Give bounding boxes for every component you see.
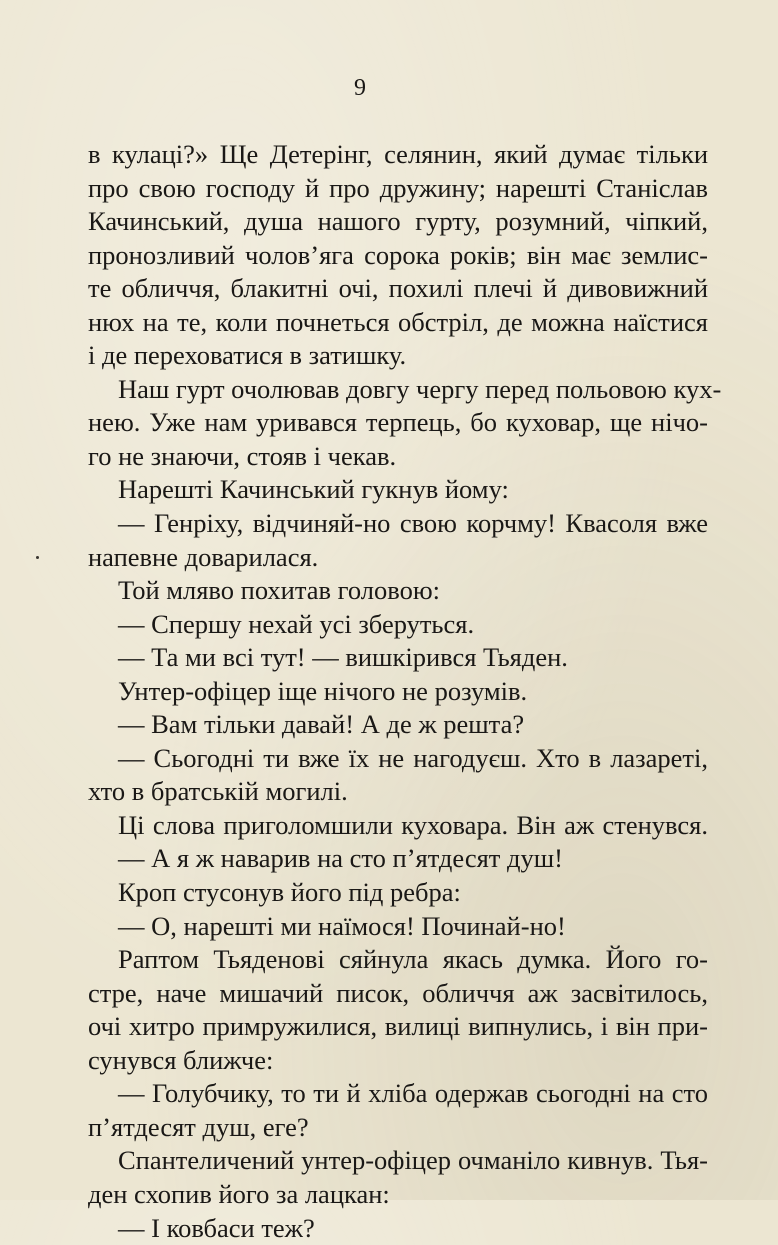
text-line: — Голубчику, то ти й хліба одержав сьогодні на сто [88, 1077, 708, 1111]
text-line: стре, наче мишачий писок, обличчя аж засвітилось, [88, 977, 708, 1011]
page-number: 9 [0, 74, 720, 102]
text-line: — Генріху, відчиняй-но свою корчму! Квасоля вже [88, 507, 708, 541]
text-line: Ці слова приголомшили куховара. Він аж стенувся. [88, 809, 708, 843]
text-line: ден схопив його за лацкан: [88, 1178, 708, 1212]
text-line: — Спершу нехай усі зберуться. [88, 608, 708, 642]
text-line: і де переховатися в затишку. [88, 339, 708, 373]
text-line: те обличчя, блакитні очі, похилі плечі й дивовижний [88, 272, 708, 306]
text-line: — А я ж наварив на сто п’ятдесят душ! [88, 842, 708, 876]
text-line: Наш гурт очолював довгу чергу перед польовою кух- [88, 373, 708, 407]
text-line: нюх на те, коли почнеться обстріл, де можна наїстися [88, 306, 708, 340]
text-line: Качинський, душа нашого гурту, розумний, чіпкий, [88, 205, 708, 239]
text-line: в кулаці?» Ще Детерінг, селянин, який думає тільки [88, 138, 708, 172]
text-line: — Вам тільки давай! А де ж решта? [88, 708, 708, 742]
text-line: — І ковбаси теж? [88, 1212, 708, 1245]
text-line: Унтер-офіцер іще нічого не розумів. [88, 675, 708, 709]
text-line: го не знаючи, стояв і чекав. [88, 440, 708, 474]
text-line: про свою господу й про дружину; нарешті Станіслав [88, 172, 708, 206]
text-line: Той мляво похитав головою: [88, 574, 708, 608]
text-line: хто в братській могилі. [88, 775, 708, 809]
text-line: — О, нарешті ми наїмося! Починай-но! [88, 910, 708, 944]
paper-speck [36, 556, 39, 559]
text-line: п’ятдесят душ, еге? [88, 1111, 708, 1145]
text-line: — Та ми всі тут! — вишкірився Тьяден. [88, 641, 708, 675]
text-line: пронозливий чолов’яга сорока років; він має землис- [88, 239, 708, 273]
text-line: Нарешті Качинський гукнув йому: [88, 473, 708, 507]
text-line: напевне доварилася. [88, 541, 708, 575]
body-text [88, 138, 708, 1245]
text-line: очі хитро примружилися, вилиці випнулись, і він при- [88, 1010, 708, 1044]
text-line: Кроп стусонув його під ребра: [88, 876, 708, 910]
text-line: сунувся ближче: [88, 1044, 708, 1078]
text-line: Раптом Тьяденові сяйнула якась думка. Його го- [88, 943, 708, 977]
text-line: нею. Уже нам уривався терпець, бо куховар, ще нічо- [88, 406, 708, 440]
text-line: — Сьогодні ти вже їх не нагодуєш. Хто в лазареті, [88, 742, 708, 776]
text-line: Спантеличений унтер-офіцер очманіло кивнув. Тья- [88, 1144, 708, 1178]
